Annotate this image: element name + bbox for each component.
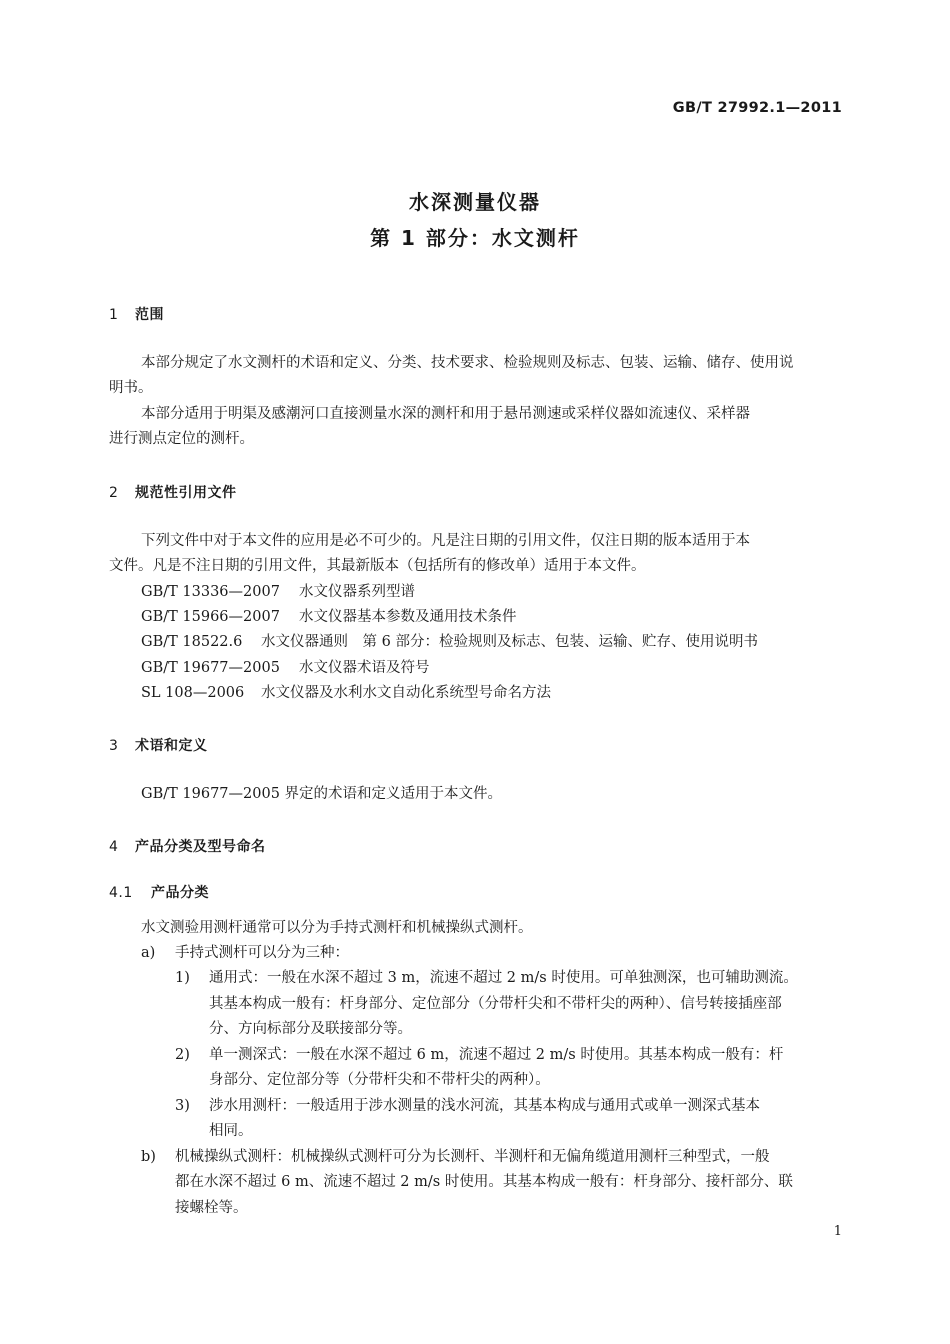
section-heading [109, 735, 208, 755]
list-item [175, 966, 798, 991]
reference-title: 水文仪器基本参数及通用技术条件 [299, 609, 517, 625]
section-title: 产品分类及型号命名 [135, 839, 266, 855]
list-marker: a) [141, 945, 156, 961]
reference-item [141, 605, 517, 630]
section-title: 术语和定义 [135, 738, 208, 754]
reference-item [141, 656, 430, 681]
paragraph-line: 水文测验用测杆通常可以分为手持式测杆和机械操纵式测杆。 [141, 920, 533, 936]
list-marker: 2) [175, 1047, 190, 1063]
reference-title: 水文仪器术语及符号 [299, 660, 430, 676]
section-heading [109, 482, 237, 502]
list-text-line: 都在水深不超过 6 m、流速不超过 2 m/s 时使用。其基本构成一般有：杆身部分、接杆部分、联 [175, 1174, 793, 1190]
subsection-title: 产品分类 [151, 885, 209, 901]
list-marker: b) [141, 1149, 156, 1165]
list-text-line: 相同。 [209, 1123, 253, 1139]
reference-code: GB/T 15966—2007 [141, 609, 280, 625]
reference-title: 水文仪器及水利水文自动化系统型号命名方法 [261, 685, 551, 701]
section-number: 3 [109, 738, 119, 754]
list-text-line: 分、方向标部分及联接部分等。 [209, 1021, 412, 1037]
reference-code: GB/T 18522.6 [141, 634, 243, 650]
list-text-line: 身部分、定位部分等（分带杆尖和不带杆尖的两种）。 [209, 1072, 550, 1088]
reference-code: GB/T 13336—2007 [141, 584, 280, 600]
list-item [175, 1094, 760, 1119]
list-text: 通用式：一般在水深不超过 3 m，流速不超过 2 m/s 时使用。可单独测深，也可辅助测流。 [209, 970, 798, 986]
section-heading [109, 836, 266, 856]
section-number: 1 [109, 307, 119, 323]
reference-title: 水文仪器通则 第 6 部分：检验规则及标志、包装、运输、贮存、使用说明书 [261, 634, 758, 650]
list-item [141, 941, 349, 966]
paragraph-line: 进行测点定位的测杆。 [109, 431, 254, 447]
list-item [175, 1043, 783, 1068]
section-title: 规范性引用文件 [135, 485, 237, 501]
list-text: 手持式测杆可以分为三种： [175, 945, 349, 961]
paragraph-line: GB/T 19677—2005 界定的术语和定义适用于本文件。 [141, 786, 503, 802]
list-marker: 1) [175, 970, 190, 986]
paragraph-line: 下列文件中对于本文件的应用是必不可少的。凡是注日期的引用文件，仅注日期的版本适用于本 [141, 533, 750, 549]
standard-code: GB/T 27992.1—2011 [672, 100, 842, 116]
list-text: 单一测深式：一般在水深不超过 6 m，流速不超过 2 m/s 时使用。其基本构成一般有：杆 [209, 1047, 784, 1063]
section-number: 4 [109, 839, 119, 855]
reference-item [141, 630, 758, 655]
section-number: 2 [109, 485, 119, 501]
section-heading [109, 304, 164, 324]
paragraph-line: 本部分规定了水文测杆的术语和定义、分类、技术要求、检验规则及标志、包装、运输、储存、使用说 [141, 355, 794, 371]
document-subtitle: 第 1 部分：水文测杆 [370, 226, 580, 250]
reference-code: SL 108—2006 [141, 685, 245, 701]
list-text: 涉水用测杆：一般适用于涉水测量的浅水河流，其基本构成与通用式或单一测深式基本 [209, 1098, 760, 1114]
paragraph-line: 文件。凡是不注日期的引用文件，其最新版本（包括所有的修改单）适用于本文件。 [109, 558, 646, 574]
list-text: 机械操纵式测杆：机械操纵式测杆可分为长测杆、半测杆和无偏角缆道用测杆三种型式，一般 [175, 1149, 770, 1165]
subsection-heading [109, 882, 209, 902]
reference-code: GB/T 19677—2005 [141, 660, 280, 676]
list-text-line: 接螺栓等。 [175, 1200, 248, 1216]
reference-item [141, 580, 415, 605]
list-item [141, 1145, 770, 1170]
subsection-number: 4.1 [109, 885, 133, 901]
document-title: 水深测量仪器 [409, 190, 541, 214]
reference-title: 水文仪器系列型谱 [299, 584, 415, 600]
section-title: 范围 [135, 307, 164, 323]
list-marker: 3) [175, 1098, 190, 1114]
paragraph-line: 本部分适用于明渠及感潮河口直接测量水深的测杆和用于悬吊测速或采样仪器如流速仪、采样器 [141, 406, 750, 422]
reference-item [141, 681, 551, 706]
paragraph-line: 明书。 [109, 380, 153, 396]
list-text-line: 其基本构成一般有：杆身部分、定位部分（分带杆尖和不带杆尖的两种）、信号转接插座部 [209, 996, 782, 1012]
page-number: 1 [833, 1224, 842, 1239]
